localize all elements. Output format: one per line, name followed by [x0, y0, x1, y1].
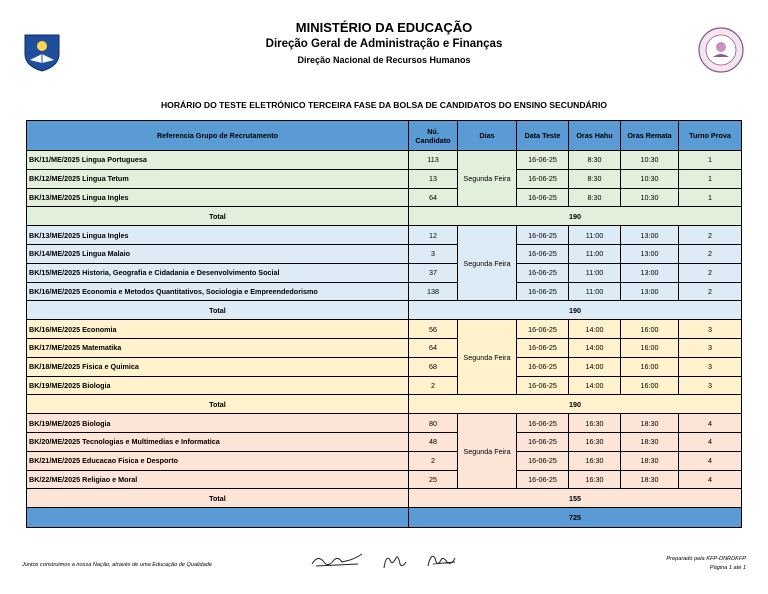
national-directorate-title: Direção Nacional de Recursos Humanos [297, 55, 471, 65]
table-row [27, 188, 742, 207]
col-header-candidates: Nú. Candidato [409, 121, 458, 151]
end-time-cell: 18:30 [621, 414, 679, 433]
reference-cell: BK/15/ME/2025 Historia, Geografia e Cidadania e Desenvolvimento Social [27, 263, 409, 282]
reference-cell: BK/19/ME/2025 Biologia [27, 414, 409, 433]
col-header-test-date: Data Teste [517, 121, 569, 151]
start-time-cell: 14:00 [569, 357, 621, 376]
col-header-day: Dias [458, 121, 517, 151]
shift-cell: 2 [679, 244, 742, 263]
candidates-cell: 80 [409, 414, 458, 433]
test-date-cell: 16-06-25 [517, 357, 569, 376]
reference-cell: BK/13/ME/2025 Lingua Ingles [27, 188, 409, 207]
table-row [27, 263, 742, 282]
group-total-row [27, 395, 742, 414]
table-row [27, 151, 742, 170]
table-row [27, 432, 742, 451]
group-total-row [27, 301, 742, 320]
directorate-title: Direção Geral de Administração e Finanças [265, 38, 503, 50]
total-label: Total [27, 395, 409, 414]
end-time-cell: 10:30 [621, 151, 679, 170]
shift-cell: 3 [679, 357, 742, 376]
end-time-cell: 10:30 [621, 169, 679, 188]
end-time-cell: 16:00 [621, 357, 679, 376]
reference-cell: BK/17/ME/2025 Matematika [27, 338, 409, 357]
end-time-cell: 13:00 [621, 263, 679, 282]
group-total-row [27, 207, 742, 226]
test-date-cell: 16-06-25 [517, 169, 569, 188]
end-time-cell: 16:00 [621, 376, 679, 395]
table-row [27, 244, 742, 263]
reference-cell: BK/12/ME/2025 Lingua Tetum [27, 169, 409, 188]
total-label: Total [27, 489, 409, 508]
col-header-shift: Turno Prova [679, 121, 742, 151]
test-date-cell: 16-06-25 [517, 282, 569, 301]
footer-motto: Juntos construimos a nossa Nação, através de uma Educação de Qualidade [22, 562, 212, 568]
shift-cell: 4 [679, 470, 742, 489]
candidates-cell: 3 [409, 244, 458, 263]
candidates-cell: 25 [409, 470, 458, 489]
test-date-cell: 16-06-25 [517, 188, 569, 207]
day-cell: Segunda Feira [458, 226, 517, 301]
table-row [27, 338, 742, 357]
signature-2-icon [380, 550, 408, 572]
day-cell: Segunda Feira [458, 151, 517, 207]
reference-cell: BK/20/ME/2025 Tecnologias e Multimedias e Informatica [27, 432, 409, 451]
total-value: 190 [409, 395, 742, 414]
test-date-cell: 16-06-25 [517, 432, 569, 451]
table-row [27, 414, 742, 433]
col-header-end-time: Oras Remata [621, 121, 679, 151]
grand-total-row [27, 508, 742, 528]
start-time-cell: 8:30 [569, 151, 621, 170]
start-time-cell: 11:00 [569, 226, 621, 245]
footer-prepared [666, 555, 746, 573]
page-number: Página 1 até 1 [709, 565, 746, 571]
end-time-cell: 18:30 [621, 451, 679, 470]
end-time-cell: 10:30 [621, 188, 679, 207]
shift-cell: 2 [679, 226, 742, 245]
shift-cell: 1 [679, 151, 742, 170]
col-header-start-time: Oras Hahu [569, 121, 621, 151]
total-value: 155 [409, 489, 742, 508]
shift-cell: 1 [679, 188, 742, 207]
start-time-cell: 11:00 [569, 263, 621, 282]
table-row [27, 282, 742, 301]
shift-cell: 4 [679, 432, 742, 451]
start-time-cell: 14:00 [569, 320, 621, 339]
candidates-cell: 2 [409, 376, 458, 395]
shift-cell: 4 [679, 414, 742, 433]
shift-cell: 2 [679, 263, 742, 282]
document-title: HORÁRIO DO TESTE ELETRÓNICO TERCEIRA FASE DA BOLSA DE CANDIDATOS DO ENSINO SECUNDÁRIO [160, 100, 608, 110]
test-date-cell: 16-06-25 [517, 263, 569, 282]
shift-cell: 3 [679, 338, 742, 357]
candidates-cell: 37 [409, 263, 458, 282]
grand-total-blank [27, 508, 409, 528]
reference-cell: BK/14/ME/2025 Lingua Malaio [27, 244, 409, 263]
candidates-cell: 2 [409, 451, 458, 470]
table-header-row [27, 121, 742, 151]
reference-cell: BK/22/ME/2025 Religiao e Moral [27, 470, 409, 489]
start-time-cell: 16:30 [569, 432, 621, 451]
start-time-cell: 11:00 [569, 244, 621, 263]
day-cell: Segunda Feira [458, 320, 517, 395]
signature-1-icon [310, 550, 366, 572]
candidates-cell: 13 [409, 169, 458, 188]
shift-cell: 3 [679, 376, 742, 395]
test-date-cell: 16-06-25 [517, 226, 569, 245]
reference-cell: BK/13/ME/2025 Lingua Ingles [27, 226, 409, 245]
table-row [27, 470, 742, 489]
end-time-cell: 18:30 [621, 470, 679, 489]
start-time-cell: 14:00 [569, 338, 621, 357]
test-date-cell: 16-06-25 [517, 414, 569, 433]
test-date-cell: 16-06-25 [517, 244, 569, 263]
end-time-cell: 13:00 [621, 226, 679, 245]
start-time-cell: 14:00 [569, 376, 621, 395]
shift-cell: 4 [679, 451, 742, 470]
end-time-cell: 16:00 [621, 338, 679, 357]
table-row [27, 169, 742, 188]
start-time-cell: 16:30 [569, 451, 621, 470]
total-label: Total [27, 207, 409, 226]
start-time-cell: 8:30 [569, 169, 621, 188]
table-row [27, 376, 742, 395]
test-date-cell: 16-06-25 [517, 338, 569, 357]
table-row [27, 226, 742, 245]
shift-cell: 1 [679, 169, 742, 188]
schedule-table [26, 120, 742, 528]
candidates-cell: 64 [409, 338, 458, 357]
table-row [27, 357, 742, 376]
shift-cell: 3 [679, 320, 742, 339]
end-time-cell: 13:00 [621, 244, 679, 263]
table-row [27, 320, 742, 339]
total-value: 190 [409, 301, 742, 320]
candidates-cell: 68 [409, 357, 458, 376]
end-time-cell: 18:30 [621, 432, 679, 451]
document-header [0, 0, 768, 100]
reference-cell: BK/18/ME/2025 Fisica e Quimica [27, 357, 409, 376]
candidates-cell: 113 [409, 151, 458, 170]
start-time-cell: 11:00 [569, 282, 621, 301]
reference-cell: BK/16/ME/2025 Economia [27, 320, 409, 339]
start-time-cell: 8:30 [569, 188, 621, 207]
candidates-cell: 64 [409, 188, 458, 207]
group-total-row [27, 489, 742, 508]
candidates-cell: 56 [409, 320, 458, 339]
col-header-reference: Referencia Grupo de Recrutamento [27, 121, 409, 151]
start-time-cell: 16:30 [569, 470, 621, 489]
candidates-cell: 48 [409, 432, 458, 451]
test-date-cell: 16-06-25 [517, 151, 569, 170]
reference-cell: BK/19/ME/2025 Biologia [27, 376, 409, 395]
candidates-cell: 138 [409, 282, 458, 301]
test-date-cell: 16-06-25 [517, 451, 569, 470]
test-date-cell: 16-06-25 [517, 376, 569, 395]
reference-cell: BK/16/ME/2025 Economia e Metodos Quantitativos, Sociologia e Empreendedorismo [27, 282, 409, 301]
table-row [27, 451, 742, 470]
candidates-cell: 12 [409, 226, 458, 245]
test-date-cell: 16-06-25 [517, 320, 569, 339]
shift-cell: 2 [679, 282, 742, 301]
start-time-cell: 16:30 [569, 414, 621, 433]
reference-cell: BK/11/ME/2025 Lingua Portuguesa [27, 151, 409, 170]
ministry-title: MINISTÉRIO DA EDUCAÇÃO [295, 20, 473, 35]
reference-cell: BK/21/ME/2025 Educacao Fisica e Desporto [27, 451, 409, 470]
end-time-cell: 13:00 [621, 282, 679, 301]
test-date-cell: 16-06-25 [517, 470, 569, 489]
end-time-cell: 16:00 [621, 320, 679, 339]
signature-3-icon [425, 550, 459, 572]
day-cell: Segunda Feira [458, 414, 517, 489]
total-label: Total [27, 301, 409, 320]
grand-total-value: 725 [409, 508, 742, 528]
prepared-by: Preparado pela KFP-DNRDKFP [666, 556, 746, 562]
total-value: 190 [409, 207, 742, 226]
